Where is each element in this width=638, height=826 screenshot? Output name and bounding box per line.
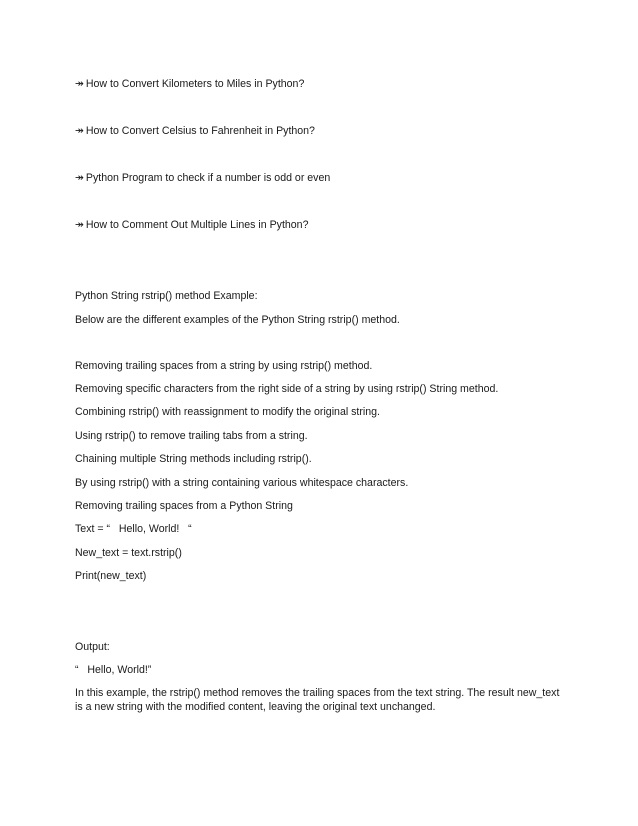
example-item: By using rstrip() with a string containing various whitespace characters.	[75, 477, 409, 489]
related-link-text[interactable]: Python Program to check if a number is odd or even	[85, 172, 331, 184]
double-arrow-icon: ↠	[75, 78, 83, 90]
example-item: Removing trailing spaces from a Python String	[75, 500, 293, 512]
related-link[interactable]	[75, 218, 308, 232]
related-link-text[interactable]: How to Comment Out Multiple Lines in Python?	[85, 219, 309, 231]
related-link[interactable]	[75, 77, 304, 91]
double-arrow-icon: ↠	[75, 219, 83, 231]
example-item: Removing trailing spaces from a string by using rstrip() method.	[75, 360, 373, 372]
code-line: Print(new_text)	[75, 570, 147, 582]
example-item: Combining rstrip() with reassignment to modify the original string.	[75, 406, 380, 418]
related-link-text[interactable]: How to Convert Kilometers to Miles in Python?	[85, 78, 305, 90]
related-link-text[interactable]: How to Convert Celsius to Fahrenheit in Python?	[85, 125, 315, 137]
example-item: Removing specific characters from the right side of a string by using rstrip() String method.	[75, 383, 499, 395]
intro-paragraph: Below are the different examples of the Python String rstrip() method.	[75, 314, 400, 326]
output-value: “ Hello, World!”	[75, 664, 152, 676]
section-heading: Python String rstrip() method Example:	[75, 290, 258, 302]
example-item: Chaining multiple String methods including rstrip().	[75, 453, 312, 465]
explanation-paragraph: In this example, the rstrip() method removes the trailing spaces from the text string. The result new_text is a new string with the modified content, leaving the original text unchanged.	[75, 687, 560, 713]
code-line: Text = “ Hello, World! “	[75, 523, 192, 535]
example-item: Using rstrip() to remove trailing tabs from a string.	[75, 430, 308, 442]
double-arrow-icon: ↠	[75, 125, 83, 137]
related-link[interactable]	[75, 171, 330, 185]
code-line: New_text = text.rstrip()	[75, 547, 182, 559]
output-label: Output:	[75, 641, 110, 653]
related-link[interactable]	[75, 124, 315, 138]
double-arrow-icon: ↠	[75, 172, 83, 184]
